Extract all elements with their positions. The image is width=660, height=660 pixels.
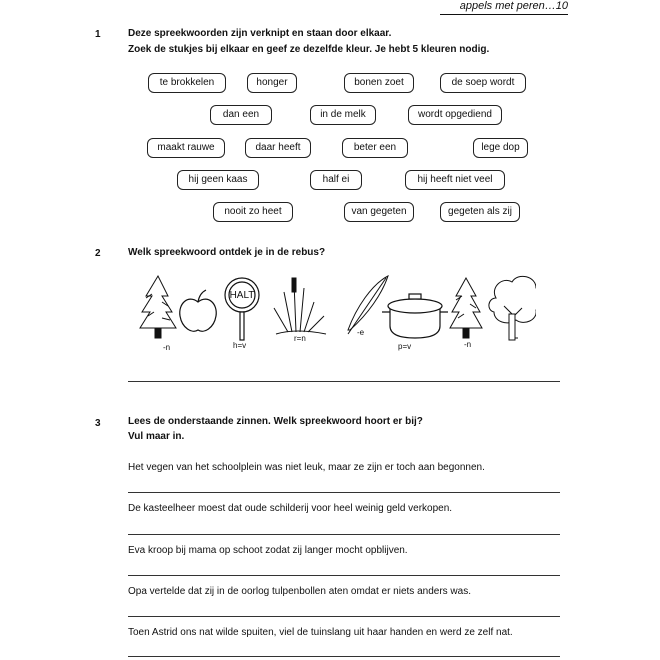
sentence-3: Eva kroop bij mama op schoot zodat zij langer mocht opblijven. — [128, 545, 408, 556]
page-header: appels met peren…10 — [440, 0, 568, 15]
halt-sign-icon — [225, 278, 259, 340]
word-chip[interactable]: honger — [247, 73, 297, 93]
answer-line-q2[interactable] — [128, 381, 560, 382]
rebus-label: -n — [163, 343, 171, 352]
question-2-text: Welk spreekwoord ontdek je in de rebus? — [128, 247, 326, 258]
sentence-2: De kasteelheer moest dat oude schilderij voor heel weinig geld verkopen. — [128, 503, 453, 514]
word-chip[interactable]: te brokkelen — [148, 73, 226, 93]
word-chip[interactable]: de soep wordt — [440, 73, 526, 93]
word-chip[interactable]: in de melk — [310, 105, 376, 125]
rebus-label: h=v — [233, 341, 247, 350]
reeds-icon — [274, 278, 326, 334]
word-chip[interactable]: half ei — [310, 170, 362, 190]
word-chip[interactable]: beter een — [342, 138, 408, 158]
question-3-line-2: Vul maar in. — [128, 431, 185, 442]
rebus-pictures — [136, 268, 536, 348]
sentence-4: Opa vertelde dat zij in de oorlog tulpenbollen aten omdat er niets anders was. — [128, 586, 471, 597]
word-chip[interactable]: lege dop — [473, 138, 528, 158]
word-chip[interactable]: wordt opgediend — [408, 105, 502, 125]
word-chip[interactable]: van gegeten — [344, 202, 414, 222]
halt-sign-text: HALT — [229, 290, 255, 301]
feather-icon — [348, 276, 388, 334]
sentence-1: Het vegen van het schoolplein was niet leuk, maar ze zijn er toch aan begonnen. — [128, 462, 485, 473]
question-3-number: 3 — [95, 418, 101, 429]
question-3-line-1: Lees de onderstaande zinnen. Welk spreekwoord hoort er bij? — [128, 416, 423, 427]
pan-icon — [382, 294, 448, 338]
answer-line[interactable] — [128, 534, 560, 535]
question-1-line-2: Zoek de stukjes bij elkaar en geef ze dezelfde kleur. Je hebt 5 kleuren nodig. — [128, 44, 490, 55]
rebus-label: -n — [464, 340, 472, 349]
word-chip[interactable]: hij heeft niet veel — [405, 170, 505, 190]
word-chip[interactable]: daar heeft — [245, 138, 311, 158]
rebus-label: p=v — [398, 342, 412, 351]
rebus-label: r=n — [294, 334, 306, 343]
sentence-5: Toen Astrid ons nat wilde spuiten, viel de tuinslang uit haar handen en werd ze zelf nat. — [128, 627, 513, 638]
leafy-tree-icon — [489, 276, 536, 340]
answer-line[interactable] — [128, 656, 560, 657]
word-chip[interactable]: dan een — [210, 105, 272, 125]
answer-line[interactable] — [128, 575, 560, 576]
word-chip[interactable]: nooit zo heet — [213, 202, 293, 222]
apple-icon — [180, 290, 217, 331]
question-1-line-1: Deze spreekwoorden zijn verknipt en staan door elkaar. — [128, 28, 392, 39]
word-chip[interactable]: bonen zoet — [344, 73, 414, 93]
question-2-number: 2 — [95, 248, 101, 259]
word-chip[interactable]: hij geen kaas — [177, 170, 259, 190]
question-1-number: 1 — [95, 29, 101, 40]
answer-line[interactable] — [128, 616, 560, 617]
pine-tree-icon — [450, 278, 482, 338]
answer-line[interactable] — [128, 492, 560, 493]
rebus-label: -e — [357, 328, 365, 337]
word-chip[interactable]: gegeten als zij — [440, 202, 520, 222]
word-chip[interactable]: maakt rauwe — [147, 138, 225, 158]
pine-tree-icon — [140, 276, 176, 338]
